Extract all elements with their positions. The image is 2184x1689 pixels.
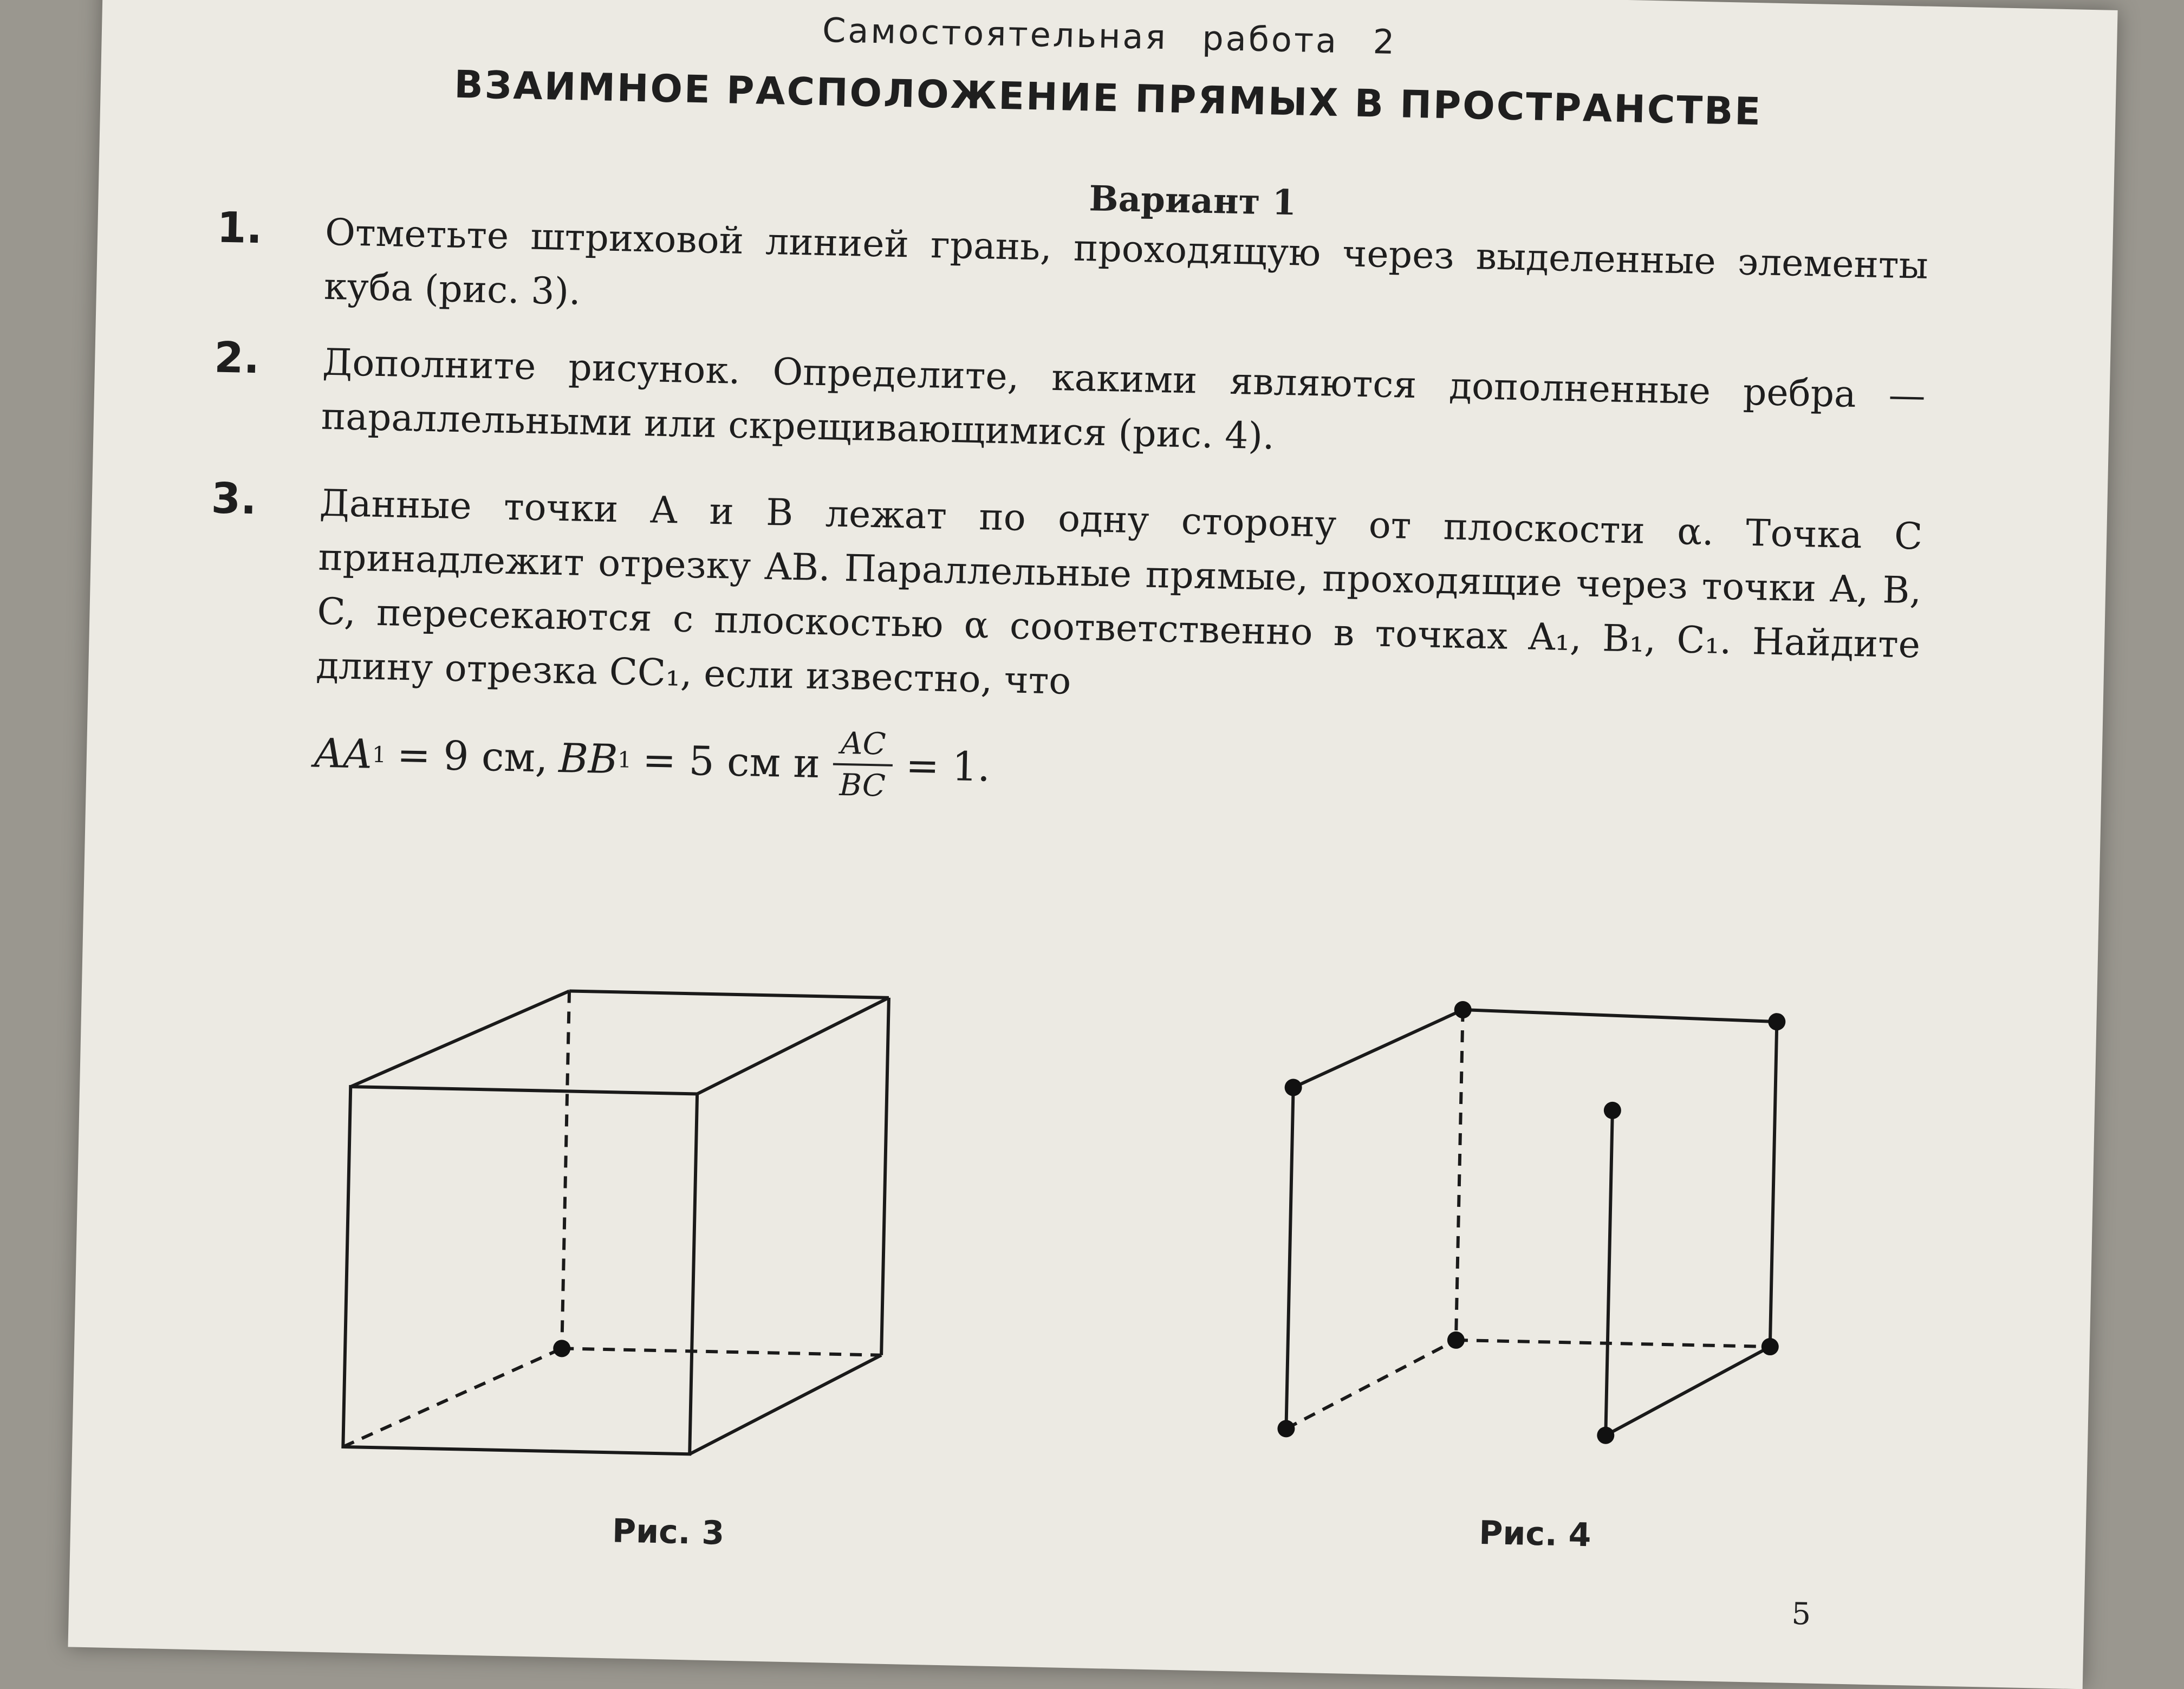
ratio-fraction bbox=[833, 726, 894, 804]
eq-bb-value: = 5 см и bbox=[642, 737, 821, 788]
vertex-point bbox=[1277, 1420, 1295, 1438]
fraction-bar bbox=[833, 763, 893, 766]
cube-edge-top-right bbox=[697, 994, 889, 1098]
cube-edge-top-back bbox=[569, 991, 889, 997]
edge-bottom-right bbox=[1606, 1343, 1770, 1439]
header-number: 2 bbox=[1372, 22, 1397, 62]
eq-bb-sub: 1 bbox=[617, 746, 632, 773]
eq-ratio-value: = 1. bbox=[905, 742, 991, 791]
task-text: Отметьте штриховой линией грань, проходящую через выделенные элементы куба (рис. 3). bbox=[323, 211, 1929, 314]
cube-hidden-edge-back bbox=[562, 1348, 881, 1355]
task-number: 1. bbox=[216, 203, 263, 254]
cube-hidden-edge-vertical bbox=[562, 991, 569, 1348]
edge-top-back bbox=[1462, 1010, 1777, 1022]
vertex-point bbox=[1284, 1079, 1302, 1096]
page-number: 5 bbox=[1791, 1596, 1811, 1632]
vertex-point bbox=[1604, 1102, 1622, 1120]
hidden-edge-back bbox=[1456, 1340, 1770, 1347]
figure-3-cube bbox=[332, 921, 939, 1503]
figure-3-caption: Рис. 3 bbox=[612, 1512, 725, 1552]
page-title: ВЗАИМНОЕ РАСПОЛОЖЕНИЕ ПРЯМЫХ В ПРОСТРАНСТВЕ bbox=[453, 62, 1763, 134]
vertex-point bbox=[1597, 1426, 1615, 1444]
textbook-page bbox=[68, 0, 2117, 1689]
cube-edge-back-right bbox=[881, 998, 889, 1355]
header-word-2: работа bbox=[1201, 18, 1339, 61]
figure-4-partial-cube bbox=[1237, 913, 1790, 1466]
given-equation bbox=[314, 715, 1918, 826]
eq-aa-value: = 9 см, bbox=[396, 731, 549, 782]
variant-heading: Вариант 1 bbox=[1088, 178, 1297, 224]
header-word-1: Самостоятельная bbox=[822, 10, 1168, 57]
hidden-edge-vertical bbox=[1456, 1010, 1463, 1340]
task-3 bbox=[210, 474, 1923, 826]
marked-vertex-point bbox=[553, 1340, 571, 1357]
task-number: 2. bbox=[213, 333, 261, 384]
cube-hidden-edge-left bbox=[343, 1344, 562, 1451]
eq-aa: AA bbox=[314, 730, 373, 778]
edge-back-right bbox=[1770, 1022, 1777, 1347]
vertex-point bbox=[1447, 1331, 1465, 1349]
edge-front-left bbox=[1286, 1088, 1293, 1429]
fraction-denominator: BC bbox=[838, 767, 886, 804]
task-text: Дополните рисунок. Определите, какими являются дополненные ребра — параллельными или скрещивающимися (рис. 4). bbox=[321, 341, 1926, 458]
cube-front-face bbox=[343, 1087, 697, 1454]
vertex-point bbox=[1454, 1001, 1472, 1019]
cube-edge-top-left bbox=[350, 986, 569, 1091]
vertex-point bbox=[1761, 1338, 1779, 1356]
hidden-edge-left bbox=[1286, 1336, 1455, 1432]
eq-bb: BB bbox=[558, 735, 619, 783]
figure-4-caption: Рис. 4 bbox=[1478, 1513, 1592, 1555]
task-number: 3. bbox=[210, 474, 257, 524]
task-text: Данные точки A и B лежат по одну сторону от плоскости α. Точка C принадлежит отрезку AB. Параллельные прямые, проходящие через точки A, B, C, пересекаются с плоскостью α соответственно в точках A₁, B₁, C₁. Найдите длину отрезка CC₁, если известно, что bbox=[315, 482, 1923, 703]
cube-edge-bottom-right bbox=[690, 1351, 881, 1458]
vertex-point bbox=[1768, 1013, 1786, 1031]
edge-top-left bbox=[1294, 1006, 1463, 1091]
eq-aa-sub: 1 bbox=[372, 741, 387, 768]
edge-front-right bbox=[1606, 1110, 1613, 1435]
fraction-numerator: AC bbox=[840, 725, 887, 762]
